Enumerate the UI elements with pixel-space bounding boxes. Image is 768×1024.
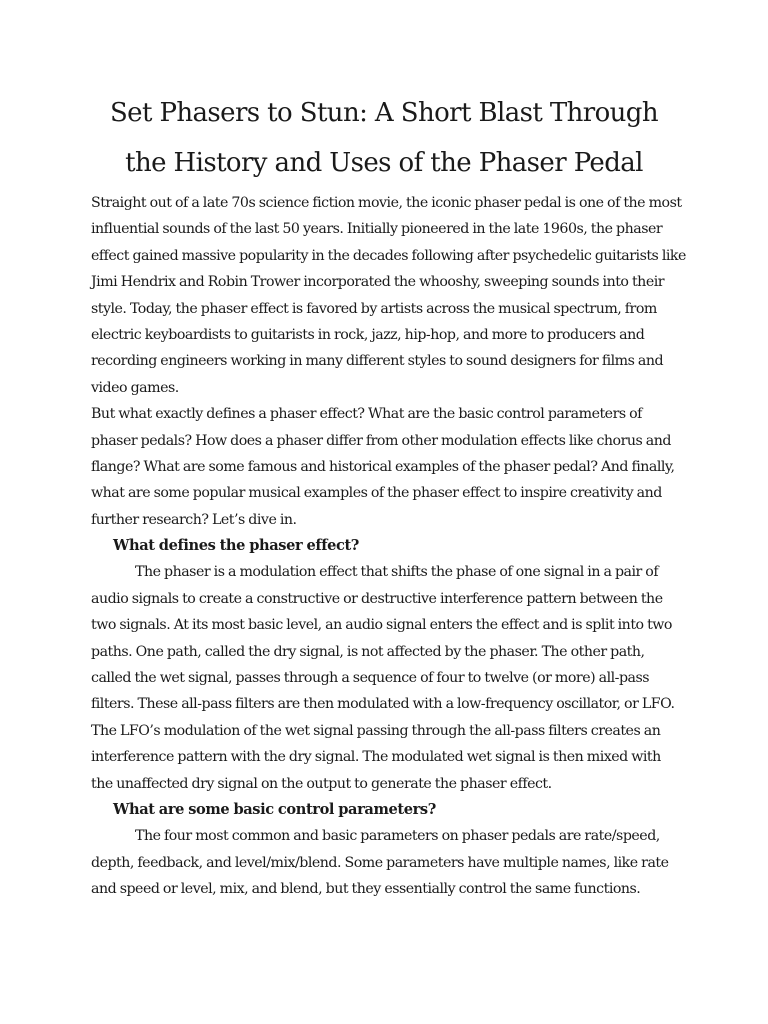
text-line: influential sounds of the last 50 years. Initially pioneered in the late 1960s, the phaser (91, 221, 663, 238)
text-line: two signals. At its most basic level, an audio signal enters the effect and is split into two (91, 617, 672, 634)
text-line: electric keyboardists to guitarists in rock, jazz, hip-hop, and more to producers and (91, 326, 645, 343)
text-line: recording engineers working in many different styles to sound designers for films and (91, 353, 664, 370)
text-line: and speed or level, mix, and blend, but they essentially control the same functions. (91, 881, 641, 898)
text-line: But what exactly defines a phaser effect? What are the basic control parameters of (91, 406, 642, 423)
text-line: what are some popular musical examples of the phaser effect to inspire creativity and (91, 485, 662, 502)
text-line: The LFO’s modulation of the wet signal passing through the all-pass filters creates an (91, 722, 661, 739)
text-line: phaser pedals? How does a phaser differ from other modulation effects like chorus and (91, 432, 671, 449)
text-line: The phaser is a modulation effect that shifts the phase of one signal in a pair of (135, 564, 659, 581)
text-line: audio signals to create a constructive or destructive interference pattern between the (91, 590, 663, 607)
text-line: depth, feedback, and level/mix/blend. Some parameters have multiple names, like rate (91, 854, 669, 871)
text-line: filters. These all-pass filters are then modulated with a low-frequency oscillator, or LFO. (91, 696, 675, 713)
section-heading: What defines the phaser effect? (113, 537, 359, 555)
article-body (91, 190, 691, 903)
text-line: paths. One path, called the dry signal, is not affected by the phaser. The other path, (91, 643, 645, 660)
text-line: style. Today, the phaser effect is favored by artists across the musical spectrum, from (91, 300, 657, 317)
text-line: flange? What are some famous and historical examples of the phaser pedal? And finally, (91, 458, 675, 475)
title-line-2: the History and Uses of the Phaser Pedal (125, 148, 643, 178)
section-heading: What are some basic control parameters? (113, 800, 436, 818)
title-line-1: Set Phasers to Stun: A Short Blast Through (109, 98, 659, 128)
text-line: effect gained massive popularity in the decades following after psychedelic guitarists like (91, 247, 686, 264)
text-line: further research? Let’s dive in. (91, 511, 297, 528)
text-line: Jimi Hendrix and Robin Trower incorporated the whooshy, sweeping sounds into their (91, 274, 665, 291)
questions-paragraph (91, 401, 691, 533)
text-line: Straight out of a late 70s science fiction movie, the iconic phaser pedal is one of the most (91, 195, 682, 211)
text-line: video games. (91, 379, 179, 396)
text-line: interference pattern with the dry signal. The modulated wet signal is then mixed with (91, 749, 661, 766)
text-line: The four most common and basic parameters on phaser pedals are rate/speed, (135, 828, 660, 845)
intro-paragraph (91, 190, 691, 401)
page-title (40, 88, 728, 188)
phaser-definition-paragraph (91, 559, 691, 797)
text-line: the unaffected dry signal on the output to generate the phaser effect. (91, 775, 552, 792)
text-line: called the wet signal, passes through a sequence of four to twelve (or more) all-pass (91, 670, 650, 687)
control-parameters-paragraph (91, 823, 691, 902)
